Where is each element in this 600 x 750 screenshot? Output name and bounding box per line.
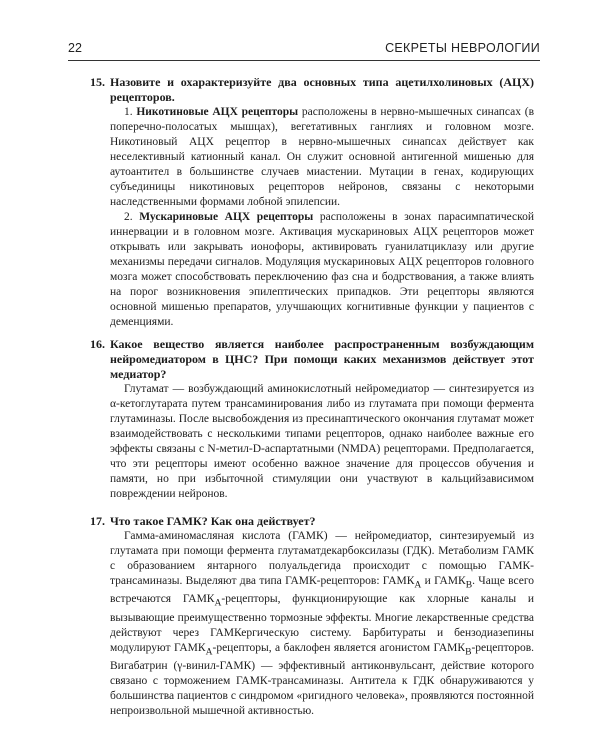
answer-paragraph	[110, 529, 534, 719]
term-bold: Мускариновые АЦХ рецепторы	[139, 211, 314, 223]
paragraph-text: расположены в нервно-мышечных синапсах (в поперечно-полосатых мышцах), вегетативных ганглиях и головном мозге. Никотиновый АЦХ рецептор в нервно-мышечных синапсах действует как неселективный катионный канал. Он служит основной антигенной мишенью для аутоантител в большинстве случаев миастении. Мутации в генах, кодирующих субъединицы никотиновых рецепторов нейронов, связаны с некоторыми наследственными формами лобной эпилепсии.	[110, 106, 535, 208]
question-title: Какое вещество является наиболее распространенным возбуждающим нейромедиатором в ЦНС? При помощи каких механизмов действует этот медиатор?	[110, 337, 534, 381]
answer-paragraph	[110, 210, 534, 330]
running-title: СЕКРЕТЫ НЕВРОЛОГИИ	[385, 41, 540, 55]
paragraph-text: Гамма-аминомасляная кислота (ГАМК) — нейромедиатор, синтезируемый из глутамата при помощи фермента глутаматдекарбоксилазы (ГДК). Метаболизм ГАМК с образованием янтарного полуальдегида происходит с помощью ГАМК-трансаминазы. Выделяют два типа ГАМК-рецепторов: ГАМК	[110, 530, 534, 587]
question-number: 16.	[90, 337, 105, 351]
paragraph-text: . Чаще всего встречаются ГАМК	[110, 575, 534, 606]
question-17	[90, 514, 534, 719]
question-15	[90, 75, 534, 330]
question-number: 15.	[90, 75, 105, 89]
question-number: 17.	[90, 514, 105, 528]
term-bold: Никотиновые АЦХ рецепторы	[136, 106, 299, 118]
answer-paragraph	[110, 105, 534, 210]
paragraph-text: -рецепторов. Вигабатрин (γ-винил-ГАМК) — эффективный антиконвульсант, действие которого связано с торможением ГАМК-трансаминазы. Антитела к ГДК обнаруживаются у большинства пациентов с синдромом «ригидного человека», проявляются постоянной непроизвольной мышечной активностью.	[110, 641, 534, 717]
paragraph-text: расположены в зонах парасимпатической иннервации и в головном мозге. Активация мускариновых АЦХ рецепторов может открывать или закрывать ионофоры, активировать гуанилатциклазу или другие механизмы передачи сигналов. Модуляция мускариновых АЦХ рецепторов головного мозга может способствовать переключению фаз сна и бодрствования, а также влиять на порог возникновения эпилептических припадков. Эти рецепторы являются основной мишенью препаратов, улучшающих когнитивные функции у пациентов с деменциями.	[110, 211, 535, 328]
subscript: А	[414, 579, 422, 591]
list-marker: 2.	[124, 211, 140, 223]
page-number: 22	[68, 41, 82, 55]
paragraph-text: и ГАМК	[421, 575, 466, 587]
paragraph-text: -рецепторы, а баклофен является агонистом ГАМК	[212, 641, 466, 654]
subscript: А	[205, 645, 213, 657]
subscript: В	[465, 579, 473, 591]
question-heading	[90, 337, 534, 382]
question-title: Назовите и охарактеризуйте два основных типа ацетилхолиновых (АЦХ) рецепторов.	[110, 75, 534, 104]
list-marker: 1.	[124, 106, 137, 118]
question-title: Что такое ГАМК? Как она действует?	[110, 514, 316, 528]
answer-body	[110, 105, 534, 330]
subscript: А	[214, 597, 222, 609]
answer-paragraph: Глутамат — возбуждающий аминокислотный нейромедиатор — синтезируется из α-кетоглутарата путем трансаминирования либо из глутамата при помощи фермента глутаминазы. После высвобождения из пресинаптического окончания глутамат может взаимодействовать с несколькими типами рецепторов, однако наиболее важные его эффекты связаны с N-метил-D-аспартатными (NMDA) рецепторами. Предполагается, что эти рецепторы имеют особенно важное значение для процессов обучения и памяти, но при избыточной стимуляции они участвуют в кальцийзависимом повреждении нейронов.	[110, 383, 534, 500]
page-header	[68, 40, 540, 61]
subscript: В	[465, 645, 472, 657]
question-16	[90, 337, 534, 502]
answer-body	[110, 529, 534, 719]
question-heading	[90, 514, 534, 529]
answer-body	[110, 382, 534, 502]
question-heading	[90, 75, 534, 105]
paragraph-text: -рецепторы, функционирующие как хлорные каналы и вызывающие преимущественно тормозные эффекты. Многие лекарственные средства действуют через ГАМКергическую систему. Барбитураты и бензодиазепины модулируют ГАМК	[110, 593, 534, 654]
